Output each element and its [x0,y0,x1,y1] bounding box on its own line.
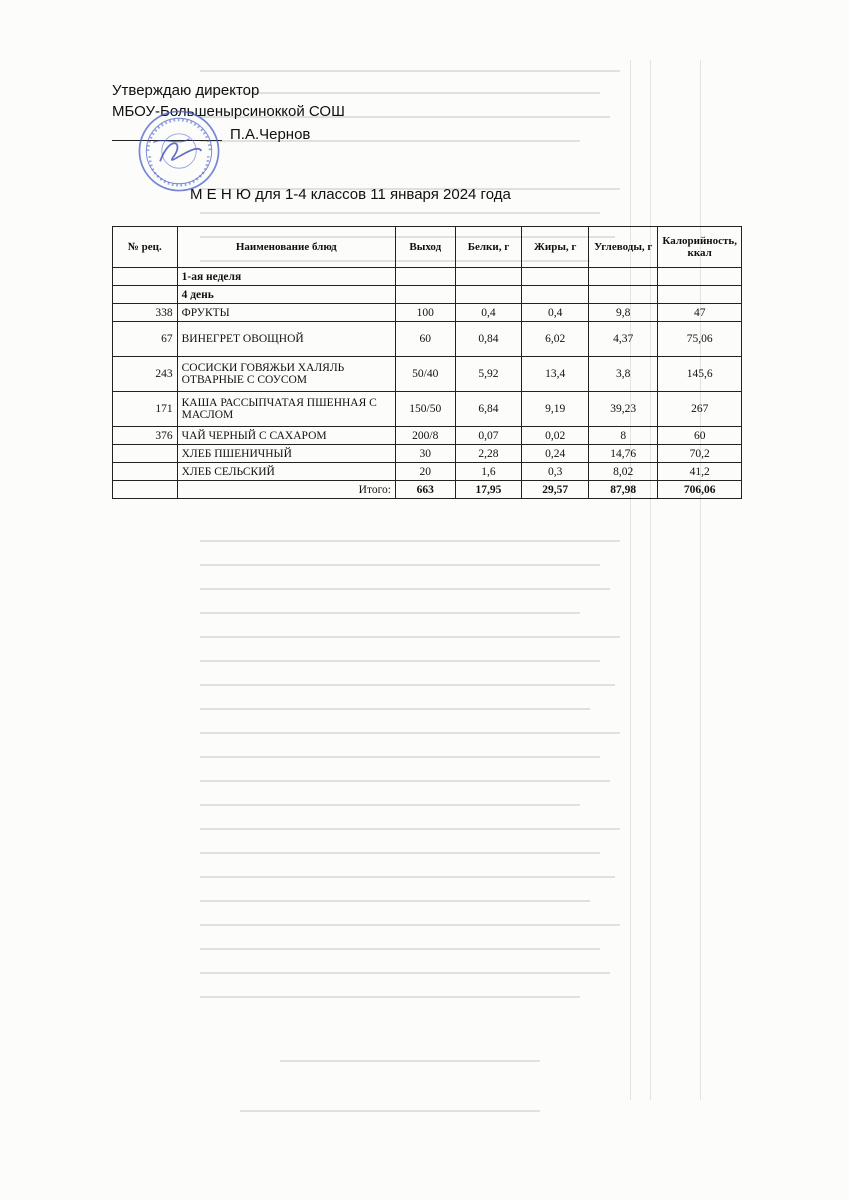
header-rec-number: № рец. [113,227,178,268]
rec-number: 67 [113,322,178,357]
menu-table [112,226,742,499]
menu-title: М Е Н Ю для 1-4 классов 11 января 2024 года [190,186,511,203]
protein: 5,92 [455,357,522,392]
approval-title: Утверждаю директор [112,82,260,99]
carbs: 9,8 [589,304,658,322]
output: 100 [395,304,455,322]
rec-number: 171 [113,392,178,427]
table-header-row [113,227,742,268]
dish-name: ВИНЕГРЕТ ОВОЩНОЙ [177,322,395,357]
carbs: 4,37 [589,322,658,357]
protein: 0,07 [455,427,522,445]
carbs: 3,8 [589,357,658,392]
table-row [113,427,742,445]
header-carbs: Углеводы, г [589,227,658,268]
dish-name: ФРУКТЫ [177,304,395,322]
output: 150/50 [395,392,455,427]
day-label: 4 день [177,286,395,304]
carbs: 8 [589,427,658,445]
week-label: 1-ая неделя [177,268,395,286]
table-row [113,445,742,463]
header-protein: Белки, г [455,227,522,268]
calories: 75,06 [658,322,742,357]
calories: 60 [658,427,742,445]
fat: 0,3 [522,463,589,481]
calories: 47 [658,304,742,322]
table-row [113,392,742,427]
week-row [113,268,742,286]
dish-name: ХЛЕБ СЕЛЬСКИЙ [177,463,395,481]
total-output: 663 [395,481,455,499]
fat: 6,02 [522,322,589,357]
carbs: 8,02 [589,463,658,481]
official-stamp [136,108,222,194]
dish-name: СОСИСКИ ГОВЯЖЬИ ХАЛЯЛЬ ОТВАРНЫЕ С СОУСОМ [177,357,395,392]
day-row [113,286,742,304]
header-dish-name: Наименование блюд [177,227,395,268]
dish-name: КАША РАССЫПЧАТАЯ ПШЕННАЯ С МАСЛОМ [177,392,395,427]
table-row [113,322,742,357]
table-row [113,304,742,322]
calories: 41,2 [658,463,742,481]
fat: 9,19 [522,392,589,427]
total-calories: 706,06 [658,481,742,499]
protein: 2,28 [455,445,522,463]
protein: 0,4 [455,304,522,322]
carbs: 39,23 [589,392,658,427]
table-row [113,463,742,481]
rec-number [113,463,178,481]
calories: 70,2 [658,445,742,463]
bleed-through-background [180,60,830,1120]
output: 20 [395,463,455,481]
school-name: МБОУ-Большенырсиноккой СОШ [112,103,345,120]
protein: 0,84 [455,322,522,357]
output: 200/8 [395,427,455,445]
carbs: 14,76 [589,445,658,463]
header-output: Выход [395,227,455,268]
total-protein: 17,95 [455,481,522,499]
calories: 267 [658,392,742,427]
dish-name: ЧАЙ ЧЕРНЫЙ С САХАРОМ [177,427,395,445]
output: 30 [395,445,455,463]
dish-name: ХЛЕБ ПШЕНИЧНЫЙ [177,445,395,463]
protein: 1,6 [455,463,522,481]
fat: 0,02 [522,427,589,445]
total-fat: 29,57 [522,481,589,499]
rec-number: 338 [113,304,178,322]
total-label: Итого: [177,481,395,499]
protein: 6,84 [455,392,522,427]
table-row [113,357,742,392]
rec-number [113,445,178,463]
rec-number: 376 [113,427,178,445]
total-carbs: 87,98 [589,481,658,499]
fat: 13,4 [522,357,589,392]
header-fat: Жиры, г [522,227,589,268]
output: 50/40 [395,357,455,392]
header-calories: Калорийность, ккал [658,227,742,268]
fat: 0,24 [522,445,589,463]
signer-name: П.А.Чернов [230,126,311,143]
output: 60 [395,322,455,357]
fat: 0,4 [522,304,589,322]
total-row [113,481,742,499]
rec-number: 243 [113,357,178,392]
calories: 145,6 [658,357,742,392]
